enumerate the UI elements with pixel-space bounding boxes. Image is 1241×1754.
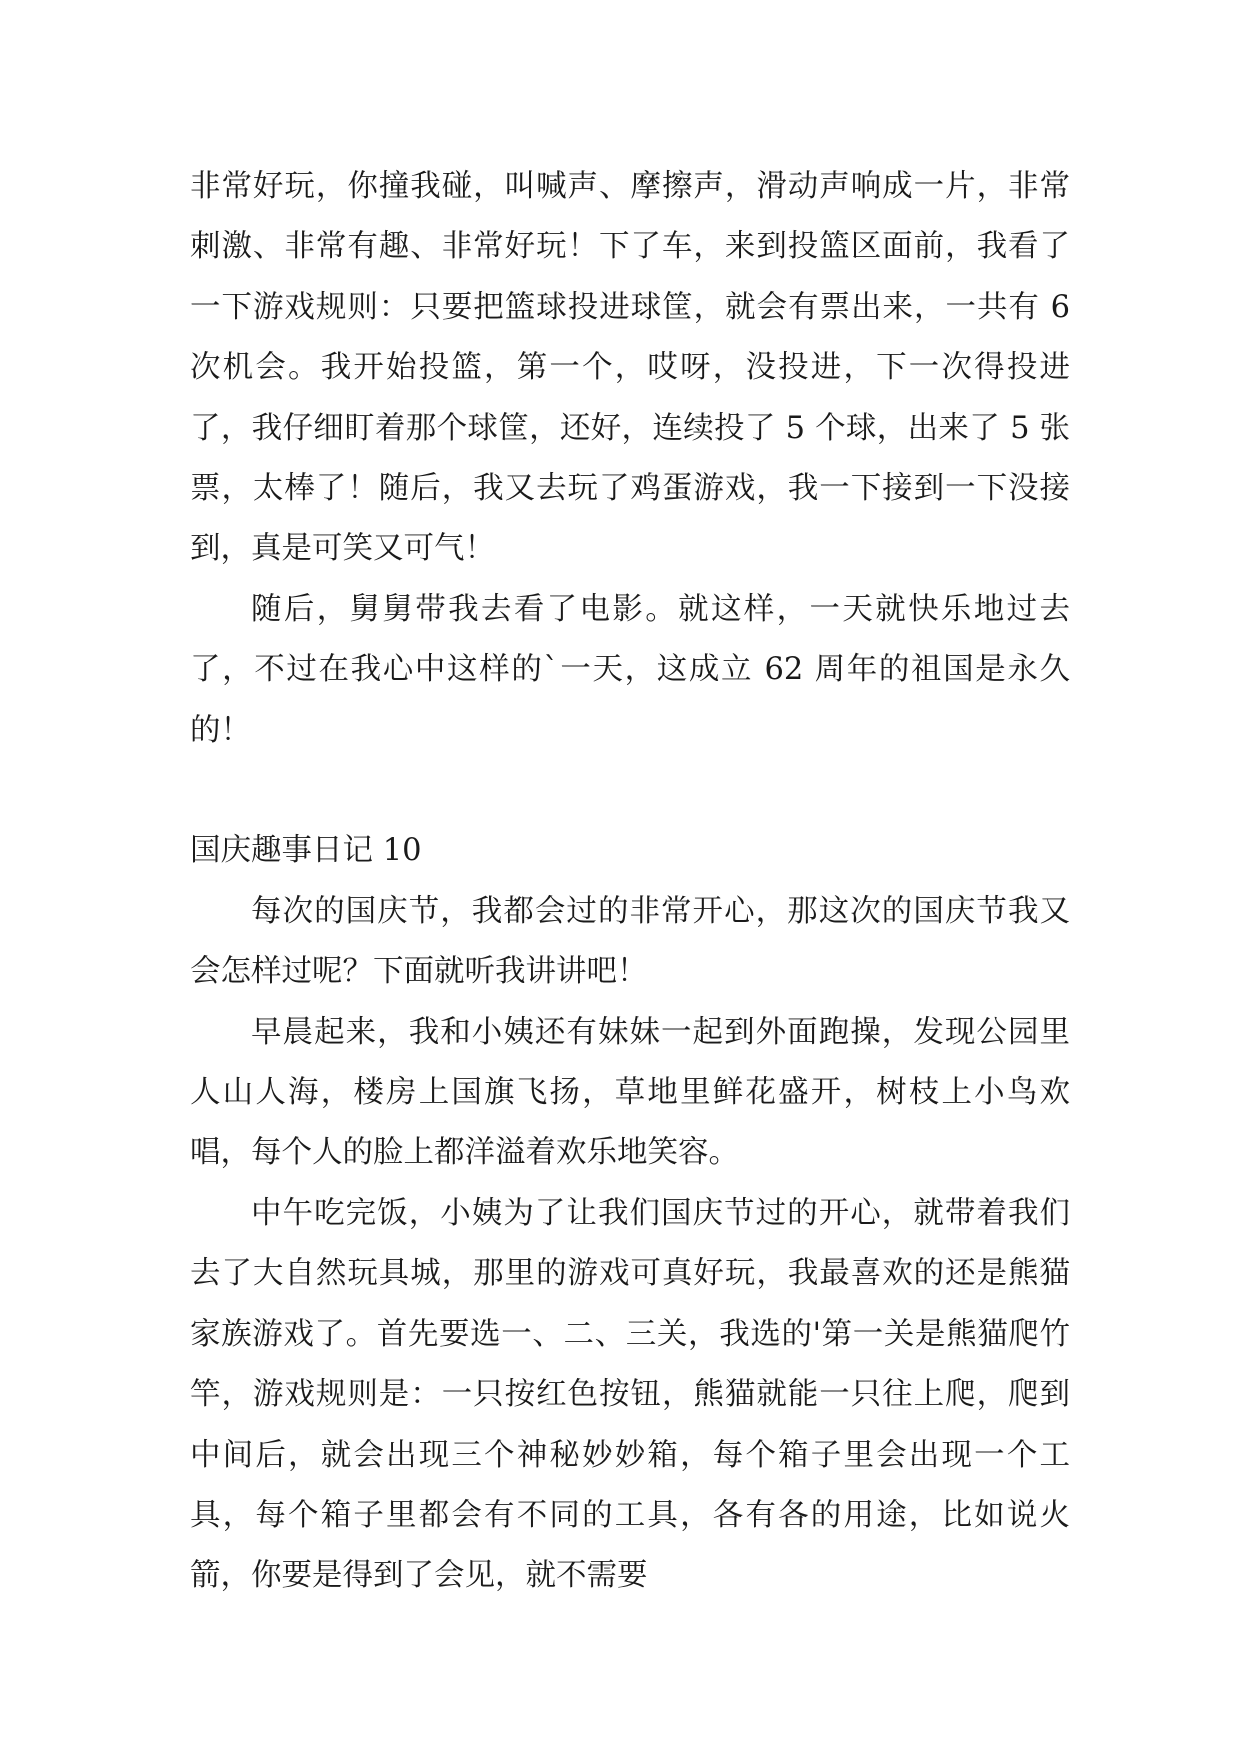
document-body	[190, 157, 1070, 1607]
paragraph: 非常好玩，你撞我碰，叫喊声、摩擦声，滑动声响成一片，非常刺激、非常有趣、非常好玩！下了车，来到投篮区面前，我看了一下游戏规则：只要把篮球投进球筐，就会有票出来，一共有 6 次机会。我开始投篮，第一个，哎呀，没投进，下一次得投进了，我仔细盯着那个球筐，还好，连续投了 5 个球，出来了 5 张票，太棒了！随后，我又去玩了鸡蛋游戏，我一下接到一下没接到，真是可笑又可气！	[190, 169, 1070, 567]
paragraph: 随后，舅舅带我去看了电影。就这样，一天就快乐地过去了，不过在我心中这样的`一天，这成立 62 周年的祖国是永久的！	[190, 591, 1070, 748]
paragraph: 中午吃完饭，小姨为了让我们国庆节过的开心，就带着我们去了大自然玩具城，那里的游戏可真好玩，我最喜欢的还是熊猫家族游戏了。首先要选一、二、三关，我选的'第一关是熊猫爬竹竿，游戏规则是：一只按红色按钮，熊猫就能一只往上爬，爬到中间后，就会出现三个神秘妙妙箱，每个箱子里会出现一个工具，每个箱子里都会有不同的工具，各有各的用途，比如说火箭，你要是得到了会见，就不需要	[190, 1195, 1070, 1594]
paragraph: 每次的国庆节，我都会过的非常开心，那这次的国庆节我又会怎样过呢？下面就听我讲讲吧！	[190, 893, 1070, 990]
section-heading: 国庆趣事日记 10	[190, 833, 422, 869]
paragraph: 早晨起来，我和小姨还有妹妹一起到外面跑操，发现公园里人山人海，楼房上国旗飞扬，草地里鲜花盛开，树枝上小鸟欢唱，每个人的脸上都洋溢着欢乐地笑容。	[190, 1014, 1070, 1171]
